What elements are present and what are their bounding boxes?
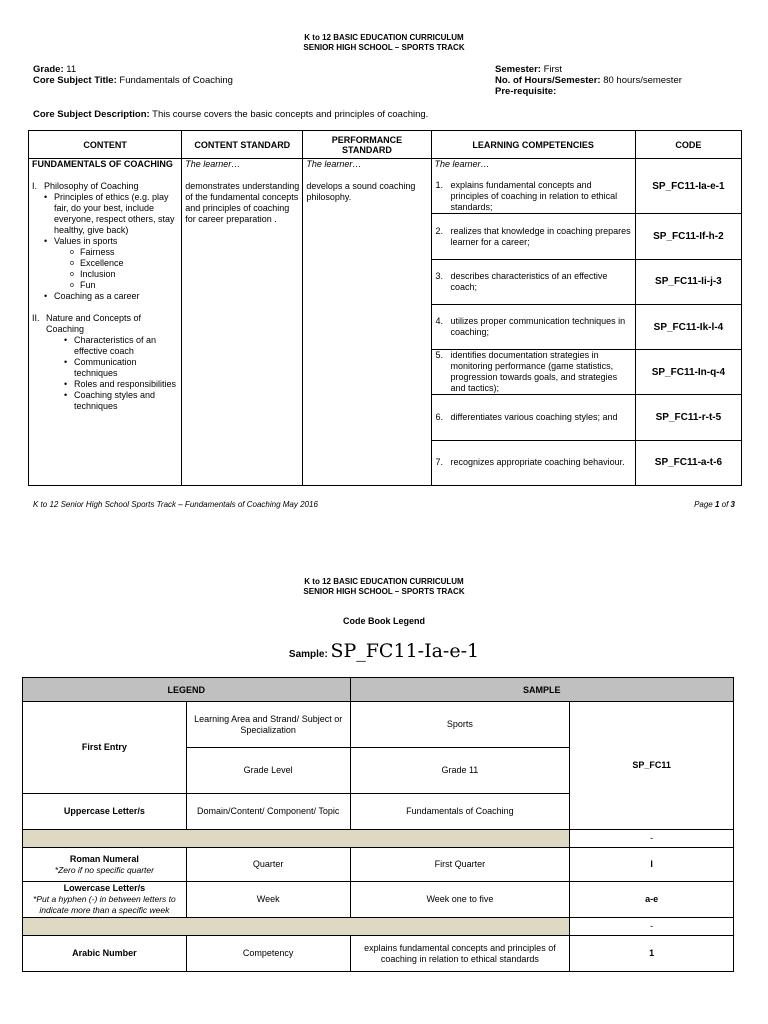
list-item: • Roles and responsibilities bbox=[60, 379, 178, 390]
sample-code: SP_FC11-Ia-e-1 bbox=[330, 640, 480, 662]
curriculum-header-row bbox=[29, 131, 742, 159]
separator-row bbox=[23, 830, 734, 848]
sp-fc11-cell: SP_FC11 bbox=[570, 702, 734, 830]
competency-text: explains fundamental concepts and principles of coaching in relation to ethical standards; bbox=[450, 180, 618, 213]
content-standard-text: demonstrates understanding of the fundamental concepts and principles of coaching for career preparation . bbox=[185, 181, 300, 225]
header-performance-standard: PERFORMANCE STANDARD bbox=[303, 131, 431, 159]
list-item: • Principles of ethics (e.g. play fair, do your best, include everyone, respect others, stay healthy, give back) bbox=[40, 192, 178, 236]
grade-info bbox=[33, 64, 76, 75]
hours-label: No. of Hours/Semester: bbox=[495, 75, 601, 86]
description-label: Core Subject Description: bbox=[33, 109, 150, 120]
competency-item bbox=[432, 271, 635, 293]
footer-left: K to 12 Senior High School Sports Track – Fundamentals of Coaching May 2016 bbox=[33, 500, 318, 509]
list-item: o Fairness bbox=[68, 247, 178, 258]
lowercase-cell bbox=[23, 882, 187, 918]
content-cell bbox=[29, 159, 182, 486]
competency-cell bbox=[431, 440, 635, 485]
learner-label: The learner… bbox=[185, 159, 241, 170]
list-item: o Inclusion bbox=[68, 269, 178, 280]
list-item: • Coaching as a career bbox=[40, 291, 178, 302]
separator-cell bbox=[23, 830, 570, 848]
grade-value: 11 bbox=[63, 64, 77, 75]
separator-dash: - bbox=[570, 830, 734, 848]
page-label: Page bbox=[694, 500, 715, 509]
competency-text: realizes that knowledge in coaching prepares learner for a career; bbox=[450, 225, 631, 247]
legend-table bbox=[22, 677, 734, 972]
page-current: 1 bbox=[714, 500, 720, 509]
sample-line bbox=[0, 640, 768, 662]
section-title: Nature and Concepts of Coaching bbox=[46, 313, 142, 335]
list-item: • Communication techniques bbox=[60, 357, 178, 379]
roman-note: *Zero if no specific quarter bbox=[54, 864, 154, 875]
curriculum-title: K to 12 BASIC EDUCATION CURRICULUM bbox=[304, 577, 464, 586]
page-of: of bbox=[719, 500, 731, 509]
prerequisite-info bbox=[495, 86, 556, 97]
track-title: SENIOR HIGH SCHOOL – SPORTS TRACK bbox=[303, 587, 465, 596]
legend-title: Code Book Legend bbox=[342, 616, 425, 626]
legend-row bbox=[23, 702, 734, 748]
track-title: SENIOR HIGH SCHOOL – SPORTS TRACK bbox=[303, 43, 465, 52]
first-entry-cell: First Entry bbox=[23, 702, 187, 794]
lowercase-note: *Put a hyphen (-) in between letters to indicate more than a specific week bbox=[33, 894, 176, 915]
hours-info bbox=[495, 75, 682, 86]
hours-value: 80 hours/semester bbox=[600, 75, 682, 86]
values-sublist bbox=[68, 247, 178, 291]
page2-header bbox=[0, 577, 768, 597]
page1-header bbox=[0, 33, 768, 53]
competency-text: differentiates various coaching styles; and bbox=[450, 412, 618, 423]
content-standard-cell bbox=[182, 159, 303, 486]
subject-value: Fundamentals of Coaching bbox=[116, 75, 233, 86]
competency-item bbox=[432, 350, 635, 394]
legend-row bbox=[23, 848, 734, 882]
competency-code: SP_FC11-Ia-e-1 bbox=[635, 159, 741, 214]
competency-code: SP_FC11-a-t-6 bbox=[635, 440, 741, 485]
learner-label: The learner… bbox=[306, 159, 362, 170]
competency-item bbox=[432, 316, 635, 338]
curriculum-row bbox=[29, 159, 742, 214]
competency-code-cell: 1 bbox=[570, 936, 734, 972]
header-content-standard: CONTENT STANDARD bbox=[182, 131, 303, 159]
list-item bbox=[40, 236, 178, 291]
competency-number: 1. bbox=[435, 180, 444, 191]
competency-code: SP_FC11-Ii-j-3 bbox=[635, 259, 741, 304]
competency-number: 4. bbox=[435, 316, 444, 327]
competency-text: identifies documentation strategies in monitoring performance (game statistics, progression towards goals, and strategies and tactics); bbox=[450, 350, 618, 394]
section-number: II. bbox=[32, 313, 40, 324]
sample-header: SAMPLE bbox=[350, 678, 733, 702]
section-number: I. bbox=[32, 181, 38, 192]
prerequisite-label: Pre-requisite: bbox=[495, 86, 557, 97]
competency-cell: Competency bbox=[186, 936, 350, 972]
list-item: o Excellence bbox=[68, 258, 178, 269]
semester-info bbox=[495, 64, 562, 75]
competency-text-cell: explains fundamental concepts and principles of coaching in relation to ethical standards bbox=[350, 936, 570, 972]
sample-label: Sample: bbox=[288, 649, 328, 660]
roman-numeral-cell bbox=[23, 848, 187, 882]
legend-row bbox=[23, 936, 734, 972]
header-content: CONTENT bbox=[29, 131, 182, 159]
philosophy-list bbox=[40, 192, 178, 302]
section-nature bbox=[32, 313, 178, 335]
nature-list bbox=[60, 335, 178, 412]
grade-11-cell: Grade 11 bbox=[350, 748, 570, 794]
roman-value-cell: I bbox=[570, 848, 734, 882]
legend-header: LEGEND bbox=[23, 678, 351, 702]
competency-code: SP_FC11-In-q-4 bbox=[635, 350, 741, 395]
competency-item bbox=[432, 412, 635, 423]
semester-value: First bbox=[540, 64, 563, 75]
competency-code: SP_FC11-If-h-2 bbox=[635, 214, 741, 259]
week-code-cell: a-e bbox=[570, 882, 734, 918]
header-code: CODE bbox=[635, 131, 741, 159]
competency-cell bbox=[431, 159, 635, 214]
separator-cell bbox=[23, 918, 570, 936]
competency-cell bbox=[431, 350, 635, 395]
competency-code: SP_FC11-r-t-5 bbox=[635, 395, 741, 440]
list-item: • Coaching styles and techniques bbox=[60, 390, 178, 412]
arabic-number-cell: Arabic Number bbox=[23, 936, 187, 972]
first-quarter-cell: First Quarter bbox=[350, 848, 570, 882]
page-number bbox=[694, 500, 735, 509]
learner-label: The learner… bbox=[434, 159, 490, 170]
header-learning-competencies: LEARNING COMPETENCIES bbox=[431, 131, 635, 159]
competency-item bbox=[432, 226, 635, 248]
curriculum-title: K to 12 BASIC EDUCATION CURRICULUM bbox=[304, 33, 464, 42]
legend-header-row bbox=[23, 678, 734, 702]
competency-cell bbox=[431, 395, 635, 440]
learning-area-cell: Learning Area and Strand/ Subject or Specialization bbox=[186, 702, 350, 748]
legend-row bbox=[23, 882, 734, 918]
fundamentals-cell: Fundamentals of Coaching bbox=[350, 794, 570, 830]
quarter-cell: Quarter bbox=[186, 848, 350, 882]
section-title: Philosophy of Coaching bbox=[44, 181, 139, 192]
separator-dash: - bbox=[570, 918, 734, 936]
competency-code: SP_FC11-Ik-l-4 bbox=[635, 304, 741, 349]
competency-number: 3. bbox=[435, 270, 444, 281]
lowercase-label: Lowercase Letter/s bbox=[63, 883, 146, 893]
description-value: This course covers the basic concepts and principles of coaching. bbox=[149, 109, 429, 120]
semester-label: Semester: bbox=[495, 64, 541, 75]
competency-cell bbox=[431, 214, 635, 259]
competency-cell bbox=[431, 304, 635, 349]
week-range-cell: Week one to five bbox=[350, 882, 570, 918]
competency-text: recognizes appropriate coaching behaviour. bbox=[450, 457, 625, 468]
competency-number: 2. bbox=[435, 225, 444, 236]
section-philosophy bbox=[32, 181, 178, 192]
competency-text: describes characteristics of an effective coach; bbox=[450, 270, 608, 292]
subject-label: Core Subject Title: bbox=[33, 75, 117, 86]
competency-number: 7. bbox=[435, 457, 444, 468]
list-item: o Fun bbox=[68, 280, 178, 291]
uppercase-cell: Uppercase Letter/s bbox=[23, 794, 187, 830]
week-cell: Week bbox=[186, 882, 350, 918]
page-total: 3 bbox=[730, 500, 735, 509]
grade-level-cell: Grade Level bbox=[186, 748, 350, 794]
competency-number: 6. bbox=[435, 412, 444, 423]
list-item: • Characteristics of an effective coach bbox=[60, 335, 178, 357]
sports-cell: Sports bbox=[350, 702, 570, 748]
competency-number: 5. bbox=[435, 350, 444, 361]
values-label: Values in sports bbox=[54, 236, 118, 247]
domain-cell: Domain/Content/ Component/ Topic bbox=[186, 794, 350, 830]
competency-cell bbox=[431, 259, 635, 304]
content-title: FUNDAMENTALS OF COACHING bbox=[32, 159, 173, 170]
performance-standard-cell bbox=[303, 159, 431, 486]
competency-text: utilizes proper communication techniques in coaching; bbox=[450, 316, 626, 338]
grade-label: Grade: bbox=[33, 64, 64, 75]
competency-item bbox=[432, 180, 635, 213]
subject-info bbox=[33, 75, 233, 86]
separator-row bbox=[23, 918, 734, 936]
curriculum-table bbox=[28, 130, 742, 486]
performance-standard-text: develops a sound coaching philosophy. bbox=[306, 181, 416, 203]
roman-label: Roman Numeral bbox=[69, 853, 139, 864]
competency-item bbox=[432, 457, 635, 468]
subject-description bbox=[33, 109, 428, 120]
